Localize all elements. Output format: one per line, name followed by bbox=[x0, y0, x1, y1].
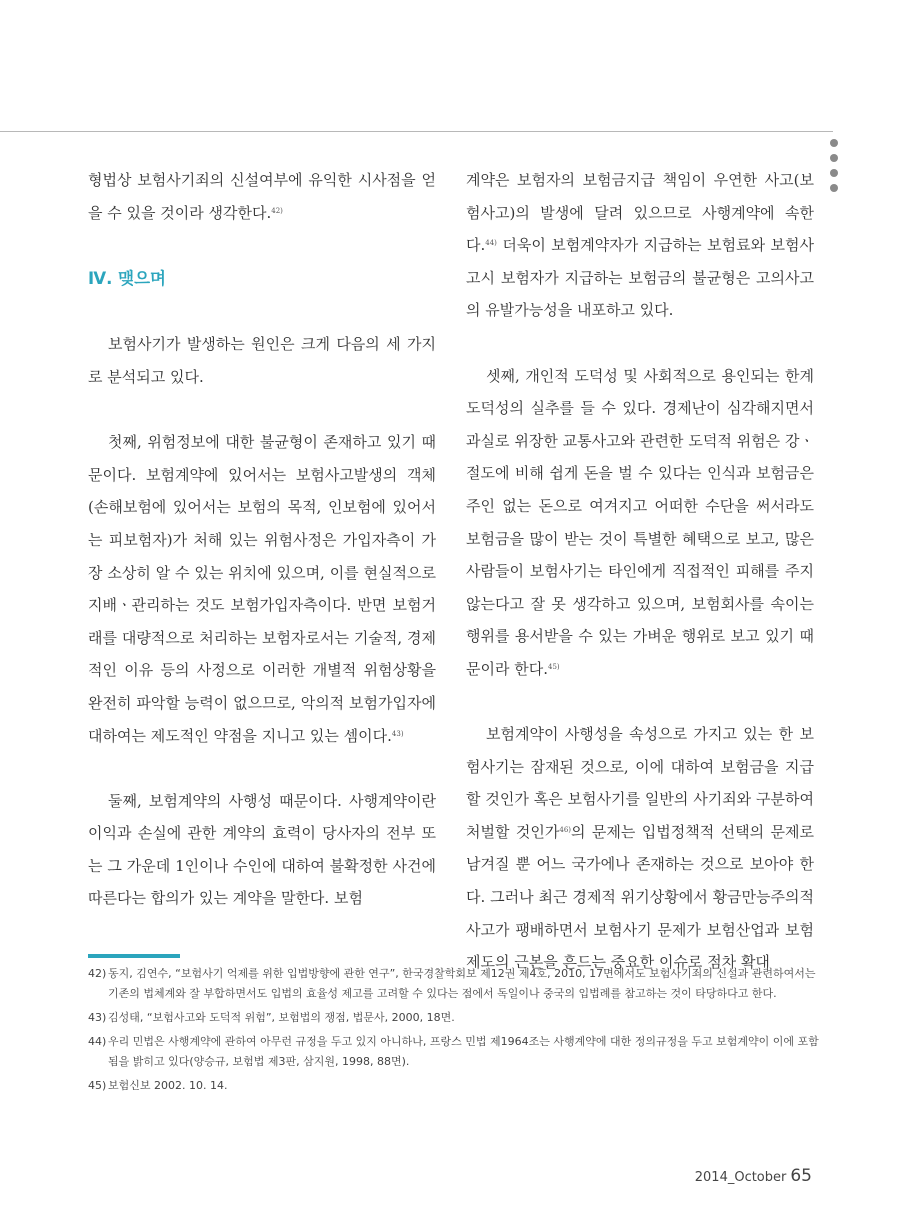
footnote-ref-44[interactable]: 44) bbox=[485, 239, 497, 248]
ornament-dot bbox=[830, 154, 838, 162]
ornament-dot bbox=[830, 169, 838, 177]
footnote-item bbox=[88, 1032, 824, 1072]
footnote-accent-bar bbox=[88, 954, 180, 958]
margin-dots-ornament bbox=[830, 139, 840, 199]
paragraph-third-cause bbox=[466, 360, 814, 686]
spacer bbox=[466, 686, 814, 719]
header-rule bbox=[0, 131, 833, 132]
spacer bbox=[88, 394, 436, 427]
paragraph-text: 더욱이 보험계약자가 지급하는 보험료와 보험사고시 보험자가 지급하는 보험금의 불균형은 고의사고의 유발가능성을 내포하고 있다. bbox=[466, 236, 814, 320]
paragraph-text: 의 문제는 입법정책적 선택의 문제로 남겨질 뿐 어느 국가에나 존재하는 것으로 보아야 한다. 그러나 최근 경제적 위기상황에서 황금만능주의적 사고가 팽배하면서 보험사기 문제가 보험산업과 보험제도의 근본을 흔드는 중요한 이슈로 점차 확대 bbox=[466, 822, 814, 972]
paragraph-text: 계약은 보험자의 보험금지급 책임이 우연한 사고(보험사고)의 발생에 달려 있으므로 사행계약에 속한다. bbox=[466, 171, 814, 255]
footnote-number: 45) bbox=[88, 1079, 107, 1092]
ornament-dot bbox=[830, 139, 838, 147]
footnote-text: 김성태, “보험사고와 도덕적 위험”, 보험법의 쟁점, 법문사, 2000, 18면. bbox=[108, 1011, 455, 1024]
footnote-item bbox=[88, 1008, 824, 1028]
page-footer bbox=[695, 1166, 812, 1186]
ornament-dot bbox=[830, 184, 838, 192]
footnotes bbox=[88, 964, 824, 1100]
paragraph-second-cause: 둘째, 보험계약의 사행성 때문이다. 사행계약이란 이익과 손실에 관한 계약의 효력이 당사자의 전부 또는 그 가운데 1인이나 수인에 대하여 불확정한 사건에 따른다는 합의가 있는 계약을 말한다. 보험 bbox=[88, 791, 436, 908]
footnote-text: 우리 민법은 사행계약에 관하여 아무런 규정을 두고 있지 아니하나, 프랑스 민법 제1964조는 사행계약에 대한 정의규정을 두고 보험계약이 이에 포함됨을 밝히고 있다(양승규, 보험법 제3판, 삼지원, 1998, 88면). bbox=[108, 1035, 819, 1068]
footnote-item bbox=[88, 964, 824, 1004]
footnote-ref-46[interactable]: 46) bbox=[559, 825, 571, 834]
paragraph-conclusion bbox=[466, 718, 814, 979]
spacer bbox=[88, 752, 436, 785]
page-number: 65 bbox=[790, 1166, 812, 1186]
spacer bbox=[88, 229, 436, 263]
paragraph-continuation bbox=[466, 164, 814, 327]
left-column bbox=[88, 164, 436, 915]
spacer bbox=[88, 296, 436, 329]
section-heading: Ⅳ. 맺으며 bbox=[88, 269, 166, 289]
paragraph-intro bbox=[88, 164, 436, 229]
right-column bbox=[466, 164, 814, 979]
paragraph-first-cause bbox=[88, 426, 436, 752]
spacer bbox=[466, 327, 814, 360]
footnote-text: 동지, 김연수, “보험사기 억제를 위한 입법방향에 관한 연구”, 한국경찰학회보 제12권 제4호, 2010, 17면에서도 보험사기죄의 신설과 관련하여서는 기존의 법체계와 잘 부합하면서도 입법의 효율성 제고를 고려할 수 있다는 점에서 독일이나 중국의 입법례를 참고하는 것이 타당하다고 한다. bbox=[108, 967, 816, 1000]
footnote-number: 44) bbox=[88, 1035, 107, 1048]
footnote-number: 43) bbox=[88, 1011, 107, 1024]
paragraph-text: 셋째, 개인적 도덕성 및 사회적으로 용인되는 한계도덕성의 실추를 들 수 있다. 경제난이 심각해지면서 과실로 위장한 교통사고와 관련한 도덕적 위험은 강ㆍ절도에 비해 쉽게 돈을 벌 수 있다는 인식과 보험금은 주인 없는 돈으로 여겨지고 어떠한 수단을 써서라도 보험금을 많이 받는 것이 특별한 혜택으로 보고, 많은 사람들이 보험사기는 타인에게 직접적인 피해를 주지 않는다고 잘 못 생각하고 있으며, 보험회사를 속이는 행위를 용서받을 수 있는 가벼운 행위로 보고 있기 때문이라 한다. bbox=[466, 366, 814, 678]
footnote-ref-43[interactable]: 43) bbox=[391, 729, 404, 738]
footnote-ref-45[interactable]: 45) bbox=[548, 662, 560, 671]
paragraph-summary: 보험사기가 발생하는 원인은 크게 다음의 세 가지로 분석되고 있다. bbox=[88, 335, 436, 386]
paragraph-text: 보험계약이 사행성을 속성으로 가지고 있는 한 보험사기는 잠재된 것으로, 이에 대하여 보험금을 지급할 것인가 혹은 보험사기를 일반의 사기죄와 구분하여 처벌할 것인가 bbox=[466, 725, 814, 841]
paragraph-text: 첫째, 위험정보에 대한 불균형이 존재하고 있기 때문이다. 보험계약에 있어서는 보험사고발생의 객체(손해보험에 있어서는 보험의 목적, 인보험에 있어서는 피보험자)가 처해 있는 위험사정은 가입자측이 가장 소상히 알 수 있는 위치에 있으며, 이를 현실적으로 지배ㆍ관리하는 것도 보험가입자측이다. 반면 보험거래를 대량적으로 처리하는 보험자로서는 기술적, 경제적인 이유 등의 사정으로 이러한 개별적 위험상황을 완전히 파악할 능력이 없으므로, 악의적 보험가입자에 대하여는 제도적인 약점을 지니고 있는 셈이다. bbox=[88, 433, 436, 745]
footnote-item bbox=[88, 1076, 824, 1096]
footnote-number: 42) bbox=[88, 967, 107, 980]
paragraph-text: 형법상 보험사기죄의 신설여부에 유익한 시사점을 얻을 수 있을 것이라 생각한다. bbox=[88, 171, 436, 222]
footnote-text: 보험신보 2002. 10. 14. bbox=[108, 1079, 228, 1092]
footnote-ref-42[interactable]: 42) bbox=[271, 206, 283, 215]
issue-label: 2014_October bbox=[694, 1170, 787, 1185]
